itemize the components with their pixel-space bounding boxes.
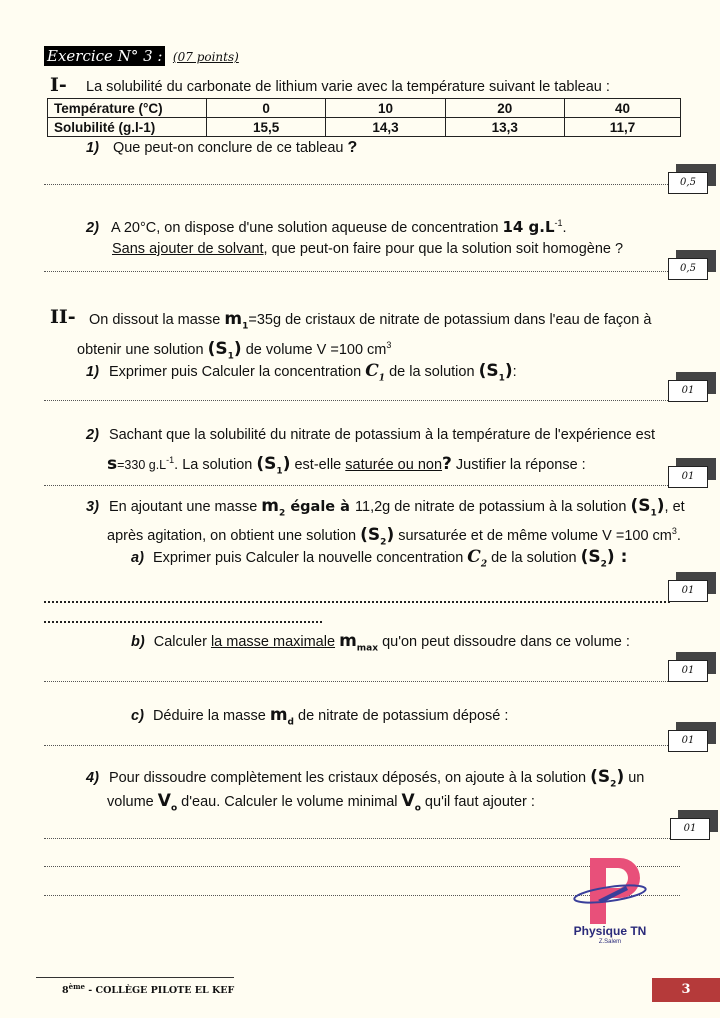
s2-symbol: $(S_2)$: [360, 524, 395, 548]
m1-symbol: [224, 309, 249, 332]
exercise-title: [44, 47, 239, 66]
s-symbol: s: [107, 453, 118, 474]
question-i-2-line2: [112, 240, 623, 258]
score-value: 01: [668, 466, 708, 488]
grade: 8: [62, 985, 69, 997]
answer-line: [44, 681, 670, 682]
question-number: 4): [86, 770, 99, 786]
subscript: 1: [242, 321, 249, 332]
m1-value: =35g: [248, 312, 282, 328]
part2-intro-line1: [89, 310, 651, 335]
symbol: V: [157, 791, 171, 811]
question-text: :: [614, 547, 628, 567]
subscript: 2: [600, 559, 607, 570]
subscript: o: [170, 803, 178, 814]
exponent: 3: [386, 340, 392, 350]
mmax-symbol: [339, 631, 379, 654]
question-text: la nouvelle concentration: [298, 550, 468, 566]
score-box: [668, 380, 708, 402]
keyword: Calculer: [245, 550, 299, 566]
subscript: 1: [276, 466, 283, 477]
concentration-value: 14 g.L: [502, 217, 555, 236]
question-number: 3): [86, 499, 99, 515]
question-ii-3-b: [131, 632, 630, 657]
keyword: Calculer: [224, 794, 278, 810]
v0-symbol: [157, 791, 178, 814]
keyword: Déduire: [152, 708, 204, 724]
footer-school: [62, 982, 234, 996]
exponent: -1: [554, 218, 563, 228]
table-row: [48, 118, 681, 137]
question-text: Sachant que: [108, 427, 195, 443]
question-text: A 20°C, on dispose d'une solution aqueuse de concentration: [110, 219, 499, 236]
answer-line: [44, 400, 670, 401]
question-text: Sans ajouter de solvant: [112, 241, 264, 257]
question-text: la masse: [203, 708, 270, 724]
s1-symbol: $(S_1)$: [630, 496, 665, 519]
score-value: 01: [668, 580, 708, 602]
logo-name: Physique TN: [573, 924, 647, 938]
table-header-solubility: Solubilité (g.l-1): [48, 118, 207, 137]
score-value: 0,5: [668, 172, 708, 194]
m2-symbol: [261, 496, 286, 519]
question-text: du nitrate de potassium à la température de l'expérience est: [266, 427, 656, 443]
score-value: 01: [668, 380, 708, 402]
question-text: de nitrate de potassium déposé :: [293, 708, 509, 724]
s1-symbol: $(S_1)$: [207, 338, 242, 362]
subscript: o: [414, 803, 421, 814]
question-number: 1): [86, 364, 99, 380]
question-text: après agitation, on obtient une solution: [107, 527, 361, 544]
logo-author: Z.Salem: [598, 939, 622, 945]
school-name: - COLLÈGE PILOTE EL KEF: [84, 985, 235, 997]
question-text: la réponse :: [505, 456, 586, 473]
question-text: un: [624, 770, 645, 786]
exponent: 3: [671, 526, 677, 536]
intro-text: On dissout la masse: [89, 312, 221, 328]
question-text: volume: [107, 794, 158, 810]
score-box: [670, 818, 710, 840]
symbol: m: [261, 496, 280, 516]
page-number-box: [652, 978, 720, 1002]
s1-symbol: $(S_1)$: [256, 453, 291, 477]
question-number: a): [131, 550, 144, 566]
question-text: qu'il faut ajouter :: [420, 794, 535, 810]
solubility-table: [47, 98, 681, 137]
subscript: 2: [380, 537, 387, 548]
table-cell: 10: [326, 99, 445, 118]
question-text: , que peut-on faire pour que la solution soit: [263, 241, 539, 257]
symbol: S: [486, 361, 499, 381]
answer-line: [44, 271, 670, 272]
question-i-2: 2) A 20°C, on dispose d'une solution aqueuse de concentration 14 $g.L^{-1}$.: [86, 217, 567, 236]
subscript: 1: [227, 351, 234, 362]
question-mark: ?: [347, 139, 358, 156]
keyword: la solubilité: [194, 427, 267, 443]
question-mark: ?: [442, 453, 452, 474]
s2-symbol: $(S_2)$: [590, 767, 625, 790]
symbol: S: [638, 496, 651, 516]
md-symbol: [269, 705, 294, 728]
score-box: [668, 730, 708, 752]
answer-line: [44, 485, 670, 486]
question-text: Que peut-on conclure de ce tableau: [112, 140, 344, 156]
s1-symbol: $(S_1)$: [478, 361, 513, 384]
table-cell: 11,7: [564, 118, 680, 137]
exercise-points: (07 points): [172, 50, 239, 64]
subscript: d: [287, 717, 294, 728]
question-text: qu'on peut dissoudre dans ce volume :: [378, 634, 630, 650]
question-text: est-elle: [290, 456, 346, 473]
table-cell: 15,5: [207, 118, 326, 137]
question-text: .: [676, 527, 681, 544]
question-number: 2): [86, 427, 99, 443]
question-ii-3: [86, 497, 685, 522]
subscript: 1: [378, 373, 386, 384]
score-box: [668, 580, 708, 602]
table-cell: 14,3: [326, 118, 445, 137]
keyword: Exprimer: [108, 364, 167, 380]
question-text: 11,2g de nitrate de potassium à la solution: [355, 499, 631, 515]
score-box: [668, 660, 708, 682]
footer-rule: [36, 977, 234, 978]
question-text: En ajoutant une masse: [108, 499, 262, 515]
logo-icon: [568, 856, 652, 926]
grade-suffix: ème: [68, 982, 85, 991]
question-i-1: [86, 139, 357, 157]
question-text: de la solution: [385, 364, 479, 380]
question-text: sursaturée et de même volume V =100 cm: [394, 527, 672, 544]
subscript: 2: [480, 559, 488, 570]
table-cell: 0: [207, 99, 326, 118]
keyword: Exprimer: [152, 550, 211, 566]
part2-intro-line2: [77, 336, 391, 365]
subscript: 2: [610, 779, 617, 790]
question-ii-2: [86, 426, 655, 444]
s2-symbol: $(S_2)$: [580, 547, 615, 570]
question-ii-3-c: [131, 706, 508, 731]
part2-numeral: II-: [50, 306, 76, 328]
intro-text: de volume V =100 cm: [245, 341, 387, 358]
question-text: , et: [664, 499, 685, 515]
question-ii-2-line2: [107, 451, 586, 480]
part1-intro: La solubilité du carbonate de lithium varie avec la température suivant le tableau :: [86, 79, 610, 95]
question-ii-3-a: [131, 548, 627, 573]
subscript: 1: [650, 508, 657, 519]
score-box: [668, 258, 708, 280]
part1-numeral: I-: [50, 74, 67, 96]
score-box: [668, 466, 708, 488]
c2-symbol: [467, 547, 488, 570]
keyword: Justifier: [451, 456, 506, 473]
symbol: m: [269, 705, 288, 725]
question-text: :: [512, 364, 517, 380]
exponent: -1: [166, 455, 175, 465]
score-box: [668, 172, 708, 194]
score-value: 01: [668, 730, 708, 752]
solubility-value: =330 g.L: [117, 457, 167, 472]
question-number: 2): [86, 219, 99, 236]
intro-text: obtenir une solution: [77, 341, 204, 358]
keyword: Calculer: [153, 634, 207, 650]
symbol: C: [365, 361, 379, 381]
symbol: S: [588, 547, 601, 567]
question-text: la masse maximale: [210, 634, 336, 650]
question-text: saturée ou non: [345, 456, 443, 473]
symbol: S: [215, 338, 228, 359]
table-cell: 13,3: [445, 118, 564, 137]
question-text: de la solution: [487, 550, 581, 566]
question-text: d'eau.: [177, 794, 225, 810]
c1-symbol: [365, 361, 386, 384]
question-text: puis: [166, 364, 202, 380]
symbol: S: [597, 767, 611, 787]
table-cell: 40: [564, 99, 680, 118]
symbol: S: [367, 524, 381, 545]
answer-line: [44, 601, 670, 603]
answer-line: [44, 184, 670, 185]
symbol: V: [401, 791, 415, 811]
question-ii-4: [86, 768, 644, 793]
subscript: 2: [279, 508, 286, 519]
score-value: 0,5: [668, 258, 708, 280]
keyword: Calculer: [201, 364, 255, 380]
question-text: le volume minimal: [277, 794, 402, 810]
question-ii-1: [86, 362, 517, 387]
score-value: 01: [668, 660, 708, 682]
intro-text: de cristaux de nitrate de potassium dans l'eau de façon à: [285, 312, 652, 328]
question-text: puis: [210, 550, 246, 566]
answer-line: [44, 838, 670, 839]
table-header-temperature: Température (°C): [48, 99, 207, 118]
keyword: égale à: [285, 499, 356, 515]
question-text: . La solution: [174, 456, 257, 473]
symbol: S: [264, 453, 277, 474]
question-number: c): [131, 708, 144, 724]
question-ii-4-line2: [107, 792, 535, 817]
question-text: ?: [611, 241, 624, 257]
question-number: 1): [86, 140, 99, 156]
symbol: C: [467, 547, 481, 567]
question-text: Pour dissoudre complètement les cristaux déposés, on ajoute à la solution: [108, 770, 591, 786]
keyword: homogène: [542, 241, 611, 257]
exercise-label: Exercice N° 3 :: [44, 46, 165, 66]
v0-symbol: [401, 791, 421, 814]
answer-line: [44, 745, 670, 746]
answer-line: [44, 621, 322, 623]
table-cell: 20: [445, 99, 564, 118]
subscript: 1: [498, 373, 505, 384]
page-number: 3: [681, 982, 691, 997]
physique-tn-logo: [568, 856, 652, 948]
question-text: la concentration: [254, 364, 366, 380]
question-number: b): [131, 634, 145, 650]
score-value: 01: [670, 818, 710, 840]
symbol: m: [339, 631, 357, 651]
table-row: [48, 99, 681, 118]
subscript: max: [356, 643, 379, 654]
symbol: m: [224, 309, 243, 329]
